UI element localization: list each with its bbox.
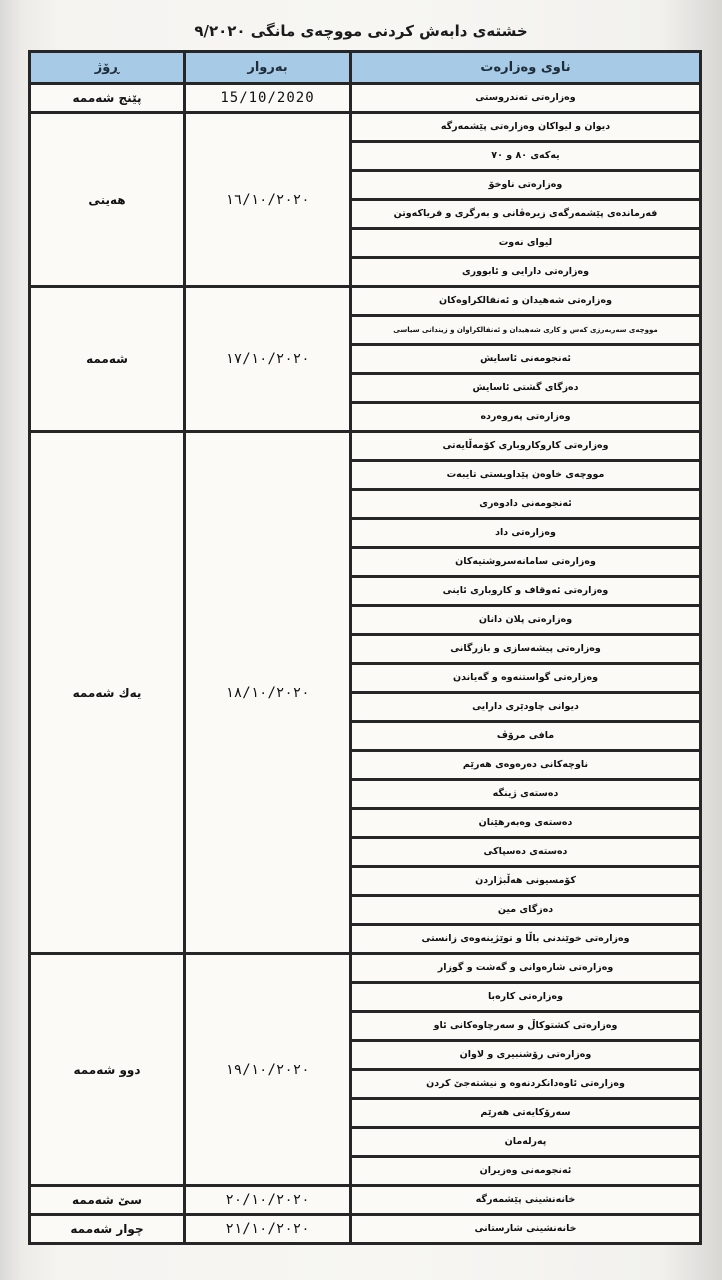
ministry-cell: دەستەی ژینگە [352,781,699,807]
table-row [31,1216,699,1242]
table-row [31,955,699,981]
ministry-cell: دەستەی وەبەرهێنان [352,810,699,836]
ministry-cell: مووچەی خاوەن پێداویستی تایبەت [352,462,699,488]
ministry-column-header: ناوی وەزارەت [352,53,699,82]
ministry-cell: فەرماندەی پێشمەرگەی زیرەڤانی و بەرگری و فریاکەوتن [352,201,699,227]
ministry-cell: وەزارەتی دارایی و ئابووری [352,259,699,285]
day-cell: چوار شەممە [31,1216,183,1242]
schedule-body [31,85,699,1242]
ministry-cell: دیوانی چاودێری دارایی [352,694,699,720]
ministry-cell: ئەنجومەنی دادوەری [352,491,699,517]
date-column-header: بەروار [186,53,349,82]
table-row [31,114,699,140]
ministry-cell: کۆمسیونی هەڵبژاردن [352,868,699,894]
ministry-cell: وەزارەتی کشتوکاڵ و سەرچاوەکانی ئاو [352,1013,699,1039]
date-cell: 15/10/2020 [186,85,349,111]
salary-schedule-table [28,50,702,1245]
ministry-cell: دیوان و لیواکان وەزارەتی پێشمەرگە [352,114,699,140]
table-row [31,1187,699,1213]
day-cell: دوو شەممە [31,955,183,1184]
ministry-cell: وەزارەتی داد [352,520,699,546]
header-row [31,53,699,82]
ministry-cell: ئەنجومەنی ئاسایش [352,346,699,372]
ministry-cell: وەزارەتی شارەوانی و گەشت و گوزار [352,955,699,981]
ministry-cell: دەزگای مین [352,897,699,923]
day-cell: سێ شەممە [31,1187,183,1213]
ministry-cell: خانەنشینی پێشمەرگە [352,1187,699,1213]
day-cell: یەك شەممە [31,433,183,952]
ministry-cell: وەزارەتی ئاوەدانکردنەوە و نیشتەجێ کردن [352,1071,699,1097]
table-row [31,85,699,111]
ministry-cell: وەزارەتی پەروەردە [352,404,699,430]
day-cell: پێنج شەممە [31,85,183,111]
ministry-cell: پەرلەمان [352,1129,699,1155]
date-cell: ١٧/١٠/٢٠٢٠ [186,288,349,430]
ministry-cell: خانەنشینی شارستانی [352,1216,699,1242]
table-row [31,433,699,459]
ministry-cell: وەزارەتی پلان دانان [352,607,699,633]
ministry-cell: وەزارەتی تەندروستی [352,85,699,111]
document-title: خشتەی دابەش کردنی مووچەی مانگی ٩/٢٠٢٠ [194,22,528,40]
ministry-cell: ناوچەکانی دەرەوەی هەرێم [352,752,699,778]
ministry-cell: سەرۆکایەتی هەرێم [352,1100,699,1126]
date-cell: ١٨/١٠/٢٠٢٠ [186,433,349,952]
ministry-cell: مووچەی سەربەرزی کەس و کاری شەهیدان و ئەنفالکراوان و زیندانی سیاسی [352,317,699,343]
day-cell: هەینی [31,114,183,285]
ministry-cell: ئەنجومەنی وەزیران [352,1158,699,1184]
ministry-cell: وەزارەتی ناوخۆ [352,172,699,198]
ministry-cell: وەزارەتی گواستنەوە و گەیاندن [352,665,699,691]
table-row [31,288,699,314]
ministry-cell: لیوای نەوت [352,230,699,256]
ministry-cell: وەزارەتی رۆشنبیری و لاوان [352,1042,699,1068]
ministry-cell: دەستەی دەسپاکی [352,839,699,865]
ministry-cell: یەکەی ٨٠ و ٧٠ [352,143,699,169]
date-cell: ١٩/١٠/٢٠٢٠ [186,955,349,1184]
ministry-cell: وەزارەتی پیشەسازی و بازرگانی [352,636,699,662]
date-cell: ١٦/١٠/٢٠٢٠ [186,114,349,285]
ministry-cell: وەزارەتی سامانەسروشتیەکان [352,549,699,575]
day-column-header: ڕۆژ [31,53,183,82]
ministry-cell: مافی مرۆڤ [352,723,699,749]
ministry-cell: وەزارەتی کارەبا [352,984,699,1010]
day-cell: شەممە [31,288,183,430]
ministry-cell: وەزارەتی شەهیدان و ئەنفالکراوەکان [352,288,699,314]
ministry-cell: وەزارەتی کاروکاروباری کۆمەڵایەتی [352,433,699,459]
ministry-cell: وەزارەتی ئەوقاف و کاروباری ئاینی [352,578,699,604]
ministry-cell: وەزارەتی خوێندنی باڵا و توێژینەوەی زانستی [352,926,699,952]
ministry-cell: دەزگای گشتی ئاسایش [352,375,699,401]
date-cell: ٢١/١٠/٢٠٢٠ [186,1216,349,1242]
date-cell: ٢٠/١٠/٢٠٢٠ [186,1187,349,1213]
